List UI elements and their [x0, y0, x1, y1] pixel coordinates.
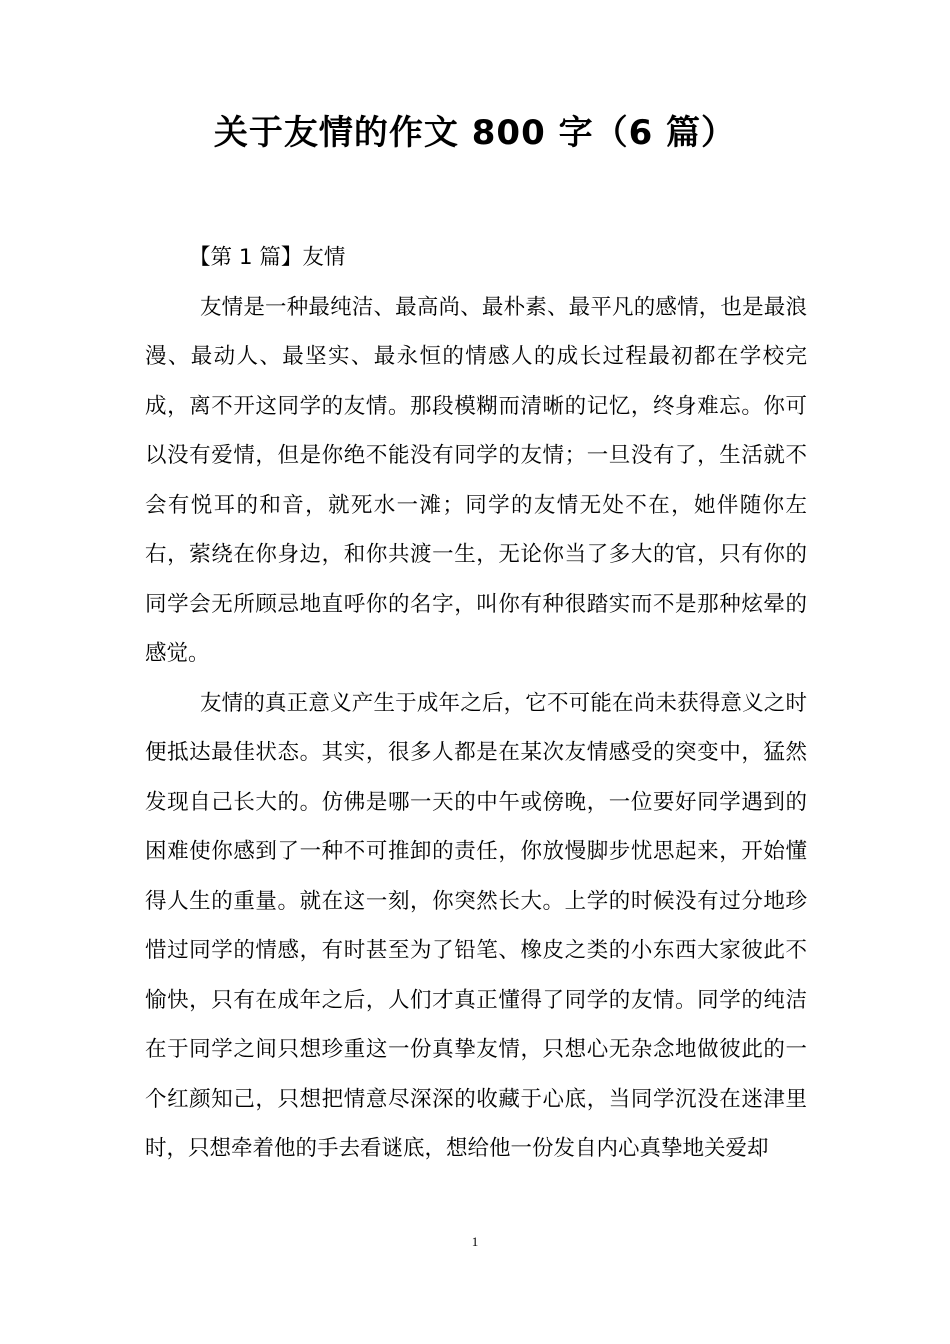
section-heading: 【第 1 篇】友情 [189, 245, 346, 270]
page-number: 1 [471, 1234, 479, 1249]
paragraph-1: 友情是一种最纯洁、最高尚、最朴素、最平凡的感情，也是最浪漫、最动人、最坚实、最永恒的情感人的成长过程最初都在学校完成，离不开这同学的友情。那段模糊而清晰的记忆，终身难忘。你可以没有爱情，但是你绝不能没有同学的友情；一旦没有了，生活就不会有悦耳的和音，就死水一滩；同学的友情无处不在，她伴随你左右，萦绕在你身边，和你共渡一生，无论你当了多大的官，只有你的同学会无所顾忌地直呼你的名字，叫你有种很踏实而不是那种炫晕的感觉。 [145, 294, 807, 666]
document-body [145, 233, 807, 1174]
paragraph-2: 友情的真正意义产生于成年之后，它不可能在尚未获得意义之时便抵达最佳状态。其实，很多人都是在某次友情感受的突变中，猛然发现自己长大的。仿佛是哪一天的中午或傍晚，一位要好同学遇到的困难使你感到了一种不可推卸的责任，你放慢脚步忧思起来，开始懂得人生的重量。就在这一刻，你突然长大。上学的时候没有过分地珍惜过同学的情感，有时甚至为了铅笔、橡皮之类的小东西大家彼此不愉快，只有在成年之后，人们才真正懂得了同学的友情。同学的纯洁在于同学之间只想珍重这一份真挚友情，只想心无杂念地做彼此的一个红颜知己，只想把情意尽深深的收藏于心底，当同学沉没在迷津里时，只想牵着他的手去看谜底，想给他一份发自内心真挚地关爱却 [145, 690, 807, 1161]
document-title: 关于友情的作文 800 字（6 篇） [213, 113, 737, 153]
